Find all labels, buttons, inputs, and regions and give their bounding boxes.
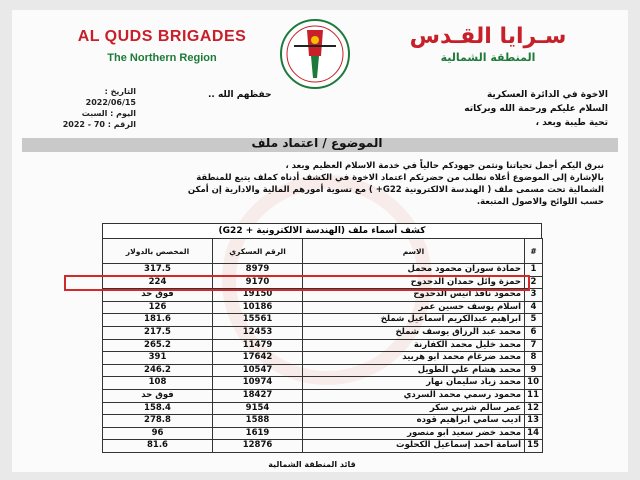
row-amount: 217.5 <box>103 326 213 339</box>
row-name: حمادة سوران محمود محمل <box>303 264 525 277</box>
row-name: محمد خضر سعيد ابو منصور <box>303 427 525 440</box>
row-index: 10 <box>525 377 543 390</box>
table-row <box>103 314 543 327</box>
row-amount: 181.6 <box>103 314 213 327</box>
row-amount: فوق حد <box>103 289 213 302</box>
table-header-row <box>103 239 543 264</box>
header-english <box>52 28 272 64</box>
row-index: 8 <box>525 352 543 365</box>
row-amount: 224 <box>103 276 213 289</box>
table-row <box>103 427 543 440</box>
table-row <box>103 415 543 428</box>
greeting-block <box>168 88 608 130</box>
row-amount: 391 <box>103 352 213 365</box>
row-name: محمد زياد سليمان نهار <box>303 377 525 390</box>
row-index: 3 <box>525 289 543 302</box>
row-military-number: 17642 <box>213 352 303 365</box>
table-row <box>103 440 543 453</box>
header-index: # <box>525 239 543 264</box>
row-military-number: 1619 <box>213 427 303 440</box>
row-amount: 246.2 <box>103 364 213 377</box>
row-index: 1 <box>525 264 543 277</box>
row-index: 2 <box>525 276 543 289</box>
header-name: الاسم <box>303 239 525 264</box>
row-name: ابراهيم عبدالكريم اسماعيل شملخ <box>303 314 525 327</box>
document-page <box>12 10 628 472</box>
greeting-regards: تحية طيبة وبعد ، <box>535 118 608 128</box>
row-index: 13 <box>525 415 543 428</box>
greeting-honor: حفظهم الله .. <box>208 90 272 100</box>
table-row <box>103 326 543 339</box>
brand-name-ar: سـرايا القـدس <box>409 24 567 49</box>
row-index: 15 <box>525 440 543 453</box>
row-amount: 278.8 <box>103 415 213 428</box>
row-military-number: 12453 <box>213 326 303 339</box>
row-amount: فوق حد <box>103 389 213 402</box>
row-amount: 317.5 <box>103 264 213 277</box>
row-military-number: 10186 <box>213 301 303 314</box>
meta-day: اليوم : السبت <box>81 109 136 118</box>
row-name: أسامة أحمد إسماعيل الكحلوت <box>303 440 525 453</box>
letter-body <box>24 160 604 208</box>
row-military-number: 18427 <box>213 389 303 402</box>
table-row <box>103 301 543 314</box>
table-row <box>103 264 543 277</box>
row-name: اسلام يوسف حسين عمر <box>303 301 525 314</box>
row-military-number: 1588 <box>213 415 303 428</box>
signature: قائد المنطقة الشمالية <box>268 460 356 469</box>
row-military-number: 19150 <box>213 289 303 302</box>
greeting-to: الاخوة في الدائرة العسكرية <box>486 90 608 100</box>
row-name: محمد هشام علي الطويل <box>303 364 525 377</box>
table-row <box>103 389 543 402</box>
row-name: محمود رسمي محمد السردي <box>303 389 525 402</box>
row-index: 9 <box>525 364 543 377</box>
meta-date: التاريخ : 2022/06/15 <box>85 87 136 107</box>
emblem-logo-icon <box>274 16 356 92</box>
row-index: 4 <box>525 301 543 314</box>
row-index: 11 <box>525 389 543 402</box>
row-index: 12 <box>525 402 543 415</box>
brand-name-en: AL QUDS BRIGADES <box>77 28 247 45</box>
header-arabic <box>388 24 588 64</box>
region-name-ar: المنطقة الشمالية <box>440 51 536 64</box>
body-line: نبرق اليكم أجمل تحياتنا ونثمن جهودكم حالياً في خدمة الاسلام العظيم وبعد ، <box>285 161 604 171</box>
row-military-number: 12876 <box>213 440 303 453</box>
table-body <box>103 264 543 453</box>
row-amount: 265.2 <box>103 339 213 352</box>
table-row <box>103 339 543 352</box>
row-amount: 158.4 <box>103 402 213 415</box>
row-military-number: 10974 <box>213 377 303 390</box>
row-name: محمد خليل محمد الكفارنة <box>303 339 525 352</box>
row-military-number: 8979 <box>213 264 303 277</box>
members-table <box>102 238 543 453</box>
table-row <box>103 364 543 377</box>
row-amount: 96 <box>103 427 213 440</box>
row-index: 6 <box>525 326 543 339</box>
body-line: حسب اللوائح والاصول المتبعة. <box>476 197 604 207</box>
header-military-number: الرقم العسكري <box>213 239 303 264</box>
meta-ref: الرقم : 70 - 2022 <box>62 120 136 129</box>
table-row <box>103 352 543 365</box>
table-title: كشف أسماء ملف (الهندسة الالكترونية + G22) <box>102 223 542 238</box>
row-amount: 126 <box>103 301 213 314</box>
row-military-number: 15561 <box>213 314 303 327</box>
subject-title: الموضوع / اعتماد ملف <box>251 136 383 150</box>
body-line: بالإشارة إلى الموضوع أعلاه نطلب من حضرتكم اعتماد الاخوة في الكشف أدناه كملف يتبع للمنطقة <box>196 173 604 183</box>
row-military-number: 11479 <box>213 339 303 352</box>
row-name: محمد ضرغام محمد ابو هربيد <box>303 352 525 365</box>
row-name: اديب سامي ابراهيم قوده <box>303 415 525 428</box>
row-index: 14 <box>525 427 543 440</box>
table-row <box>103 402 543 415</box>
row-military-number: 9170 <box>213 276 303 289</box>
row-military-number: 10547 <box>213 364 303 377</box>
row-name: عمر سالم شربي سكر <box>303 402 525 415</box>
header-amount: المخصص بالدولار <box>103 239 213 264</box>
members-table-wrap <box>102 223 542 453</box>
table-row <box>103 276 543 289</box>
table-row <box>103 289 543 302</box>
row-name: محمد عبد الرزاق يوسف شملخ <box>303 326 525 339</box>
body-line: الشمالية تحت مسمى ملف ( الهندسة الالكترونية G22+ ) مع تسوية أمورهم المالية والادارية إن أمكن <box>187 185 604 195</box>
row-index: 5 <box>525 314 543 327</box>
row-name: حمزة وائل حمدان الدحدوح <box>303 276 525 289</box>
table-row <box>103 377 543 390</box>
row-military-number: 9154 <box>213 402 303 415</box>
row-name: محمود نافذ انيس الدحدوح <box>303 289 525 302</box>
document-meta <box>52 86 136 130</box>
row-index: 7 <box>525 339 543 352</box>
region-name-en: The Northern Region <box>107 52 217 64</box>
row-amount: 108 <box>103 377 213 390</box>
row-amount: 81.6 <box>103 440 213 453</box>
greeting-salam: السلام عليكم ورحمة الله وبركاته <box>464 104 608 114</box>
